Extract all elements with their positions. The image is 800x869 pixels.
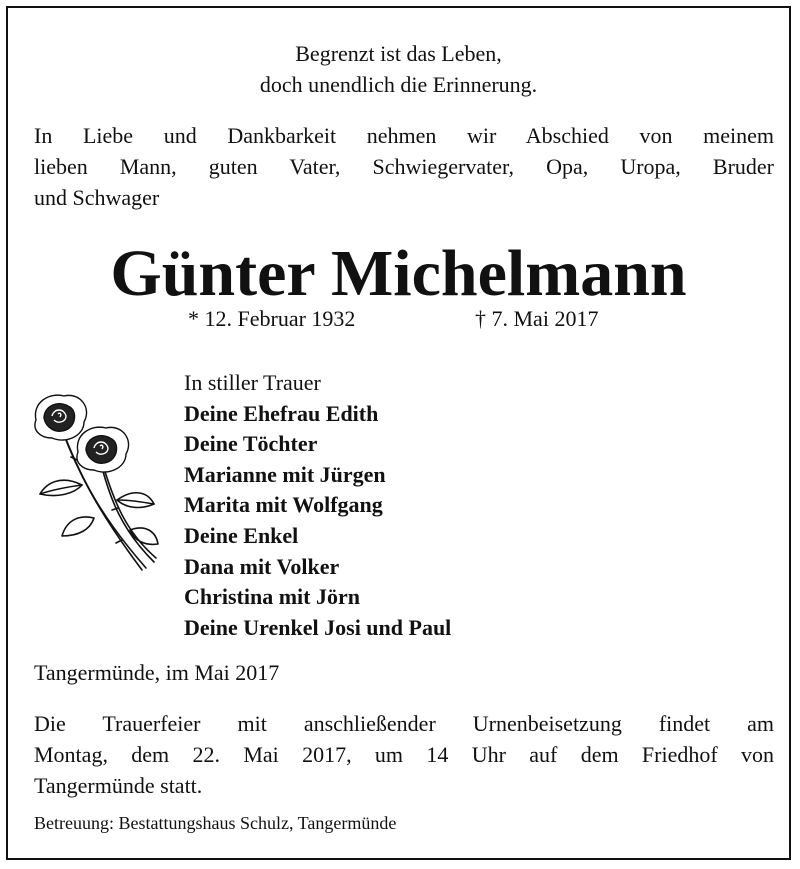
death-date: † 7. Mai 2017: [475, 306, 599, 331]
intro-line-1: In Liebe und Dankbarkeit nehmen wir Abschied von meinem: [34, 123, 774, 148]
place-and-date: Tangermünde, im Mai 2017: [34, 660, 280, 685]
birth-date: * 12. Februar 1932: [188, 306, 356, 331]
mourner-line: Marianne mit Jürgen: [184, 461, 386, 487]
service-line-2: Montag, dem 22. Mai 2017, um 14 Uhr auf dem Friedhof von: [34, 742, 774, 767]
funeral-home-credit: Betreuung: Bestattungshaus Schulz, Tangermünde: [34, 813, 397, 833]
motto: [8, 38, 789, 100]
deceased-name: Günter Michelmann: [110, 237, 687, 310]
motto-line-1: Begrenzt ist das Leben,: [295, 41, 502, 66]
mourner-line: Marita mit Wolfgang: [184, 492, 383, 518]
mourner-line: Deine Urenkel Josi und Paul: [184, 614, 452, 640]
service-line-3: Tangermünde statt.: [34, 773, 203, 798]
obituary-notice: [6, 6, 791, 860]
mourner-line: Deine Ehefrau Edith: [184, 400, 379, 426]
intro-line-3: und Schwager: [34, 185, 160, 210]
intro-text: [34, 120, 774, 213]
service-info: [34, 708, 774, 801]
service-line-1: Die Trauerfeier mit anschließender Urnenbeisetzung findet am: [34, 711, 774, 736]
mourner-line: Dana mit Volker: [184, 553, 340, 579]
mourners-heading: In stiller Trauer: [184, 370, 321, 395]
rose-illustration-icon: [22, 390, 162, 580]
mourner-line: Christina mit Jörn: [184, 584, 360, 610]
motto-line-2: doch unendlich die Erinnerung.: [259, 72, 538, 97]
intro-line-2: lieben Mann, guten Vater, Schwiegervater, Opa, Uropa, Bruder: [34, 154, 774, 179]
mourner-line: Deine Töchter: [184, 431, 318, 457]
mourner-line: Deine Enkel: [184, 522, 299, 548]
mourners-list: [184, 368, 451, 643]
